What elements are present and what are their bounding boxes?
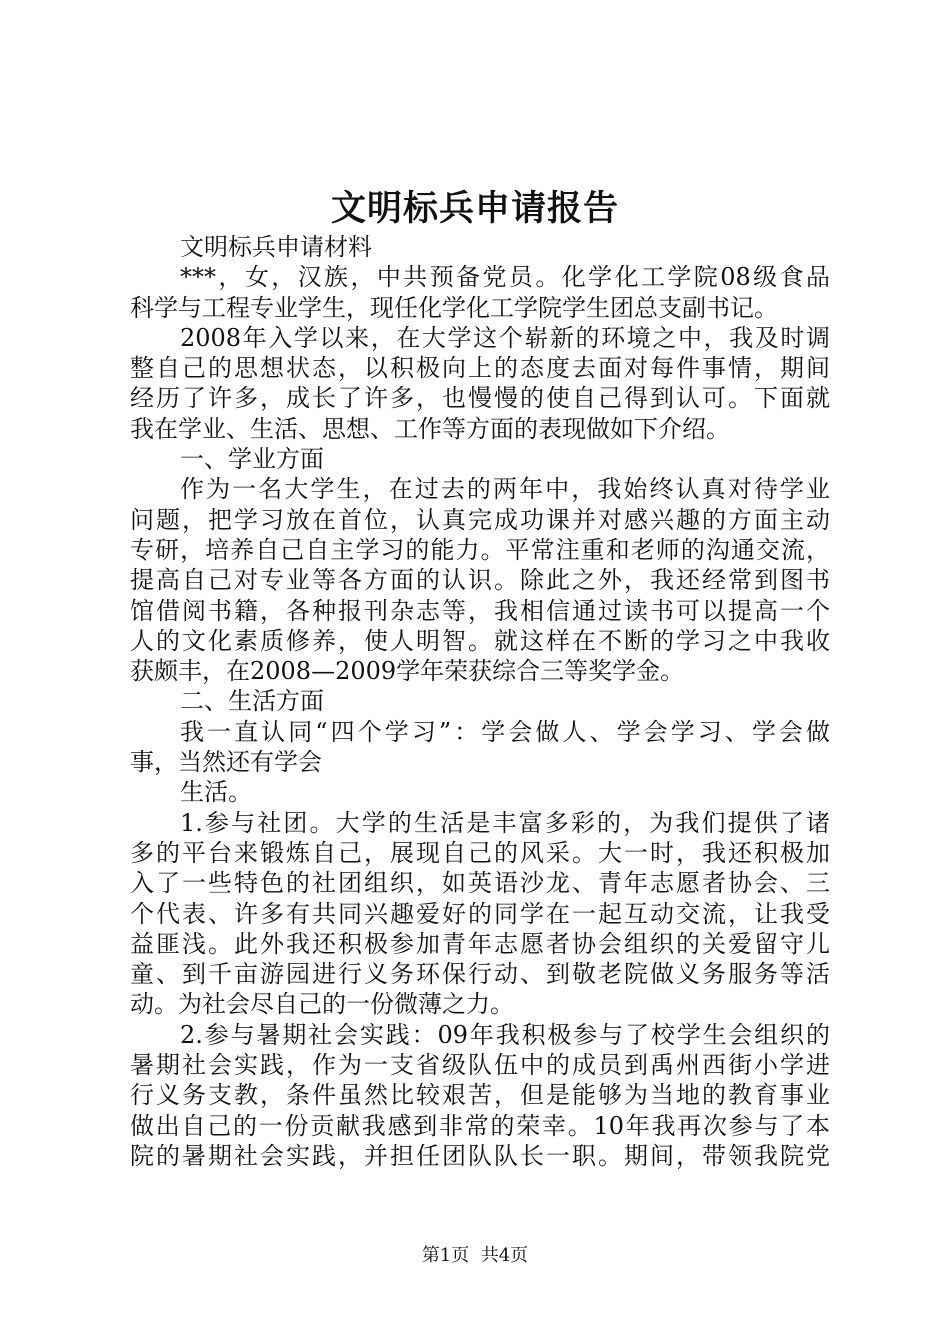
body-line: 文明标兵申请材料	[180, 233, 372, 261]
body-line: 经历了许多，成长了许多，也慢慢的使自己得到认可。下面就	[130, 384, 830, 413]
body-line: 作为一名大学生，在过去的两年中，我始终认真对待学业	[180, 475, 830, 504]
body-line: ***，女，汉族，中共预备党员。化学化工学院08级食品	[180, 263, 830, 292]
body-line: 行义务支教，条件虽然比较艰苦，但是能够为当地的教育事业	[130, 1081, 830, 1110]
body-line: 2008年入学以来，在大学这个崭新的环境之中，我及时调	[180, 323, 830, 352]
body-line: 整自己的思想状态，以积极向上的态度去面对每件事情，期间	[130, 354, 830, 383]
body-line: 动。为社会尽自己的一份微薄之力。	[130, 990, 514, 1019]
body-line: 科学与工程专业学生，现任化学化工学院学生团总支副书记。	[130, 293, 778, 322]
document-body	[130, 232, 830, 1171]
body-line: 提高自己对专业等各方面的认识。除此之外，我还经常到图书	[130, 566, 830, 595]
body-line: 1.参与社团。大学的生活是丰富多彩的，为我们提供了诸	[180, 808, 830, 837]
body-line: 童、到千亩游园进行义务环保行动、到敬老院做义务服务等活	[130, 960, 830, 989]
body-line: 生活。	[180, 778, 252, 807]
body-line: 事，当然还有学会	[130, 748, 322, 777]
body-line: 专研，培养自己自主学习的能力。平常注重和老师的沟通交流，	[130, 535, 830, 564]
body-line: 入了一些特色的社团组织，如英语沙龙、青年志愿者协会、三	[130, 869, 830, 898]
body-line: 一、学业方面	[180, 445, 324, 474]
body-line: 人的文化素质修养，使人明智。就这样在不断的学习之中我收	[130, 626, 830, 655]
body-line: 二、生活方面	[180, 687, 324, 716]
body-line: 多的平台来锻炼自己，展现自己的风采。大一时，我还积极加	[130, 838, 830, 867]
body-line: 我在学业、生活、思想、工作等方面的表现做如下介绍。	[130, 414, 730, 443]
body-line: 问题，把学习放在首位，认真完成功课并对感兴趣的方面主动	[130, 505, 830, 534]
body-line: 暑期社会实践，作为一支省级队伍中的成员到禹州西街小学进	[130, 1051, 830, 1080]
body-line: 益匪浅。此外我还积极参加青年志愿者协会组织的关爱留守儿	[130, 929, 830, 958]
page-number-label: 第1页 共4页	[421, 1245, 529, 1266]
body-line: 做出自己的一份贡献我感到非常的荣幸。10年我再次参与了本	[130, 1111, 830, 1140]
body-line: 获颇丰，在2008—2009学年荣获综合三等奖学金。	[130, 657, 685, 686]
body-line: 院的暑期社会实践，并担任团队队长一职。期间，带领我院党	[130, 1141, 830, 1170]
body-line: 我一直认同“四个学习”：学会做人、学会学习、学会做	[180, 717, 830, 746]
body-line: 2.参与暑期社会实践：09年我积极参与了校学生会组织的	[180, 1020, 830, 1049]
body-line: 个代表、许多有共同兴趣爱好的同学在一起互动交流，让我受	[130, 899, 830, 928]
page-footer	[0, 1244, 950, 1268]
body-line: 馆借阅书籍，各种报刊杂志等，我相信通过读书可以提高一个	[130, 596, 830, 625]
document-title: 文明标兵申请报告	[330, 188, 619, 229]
